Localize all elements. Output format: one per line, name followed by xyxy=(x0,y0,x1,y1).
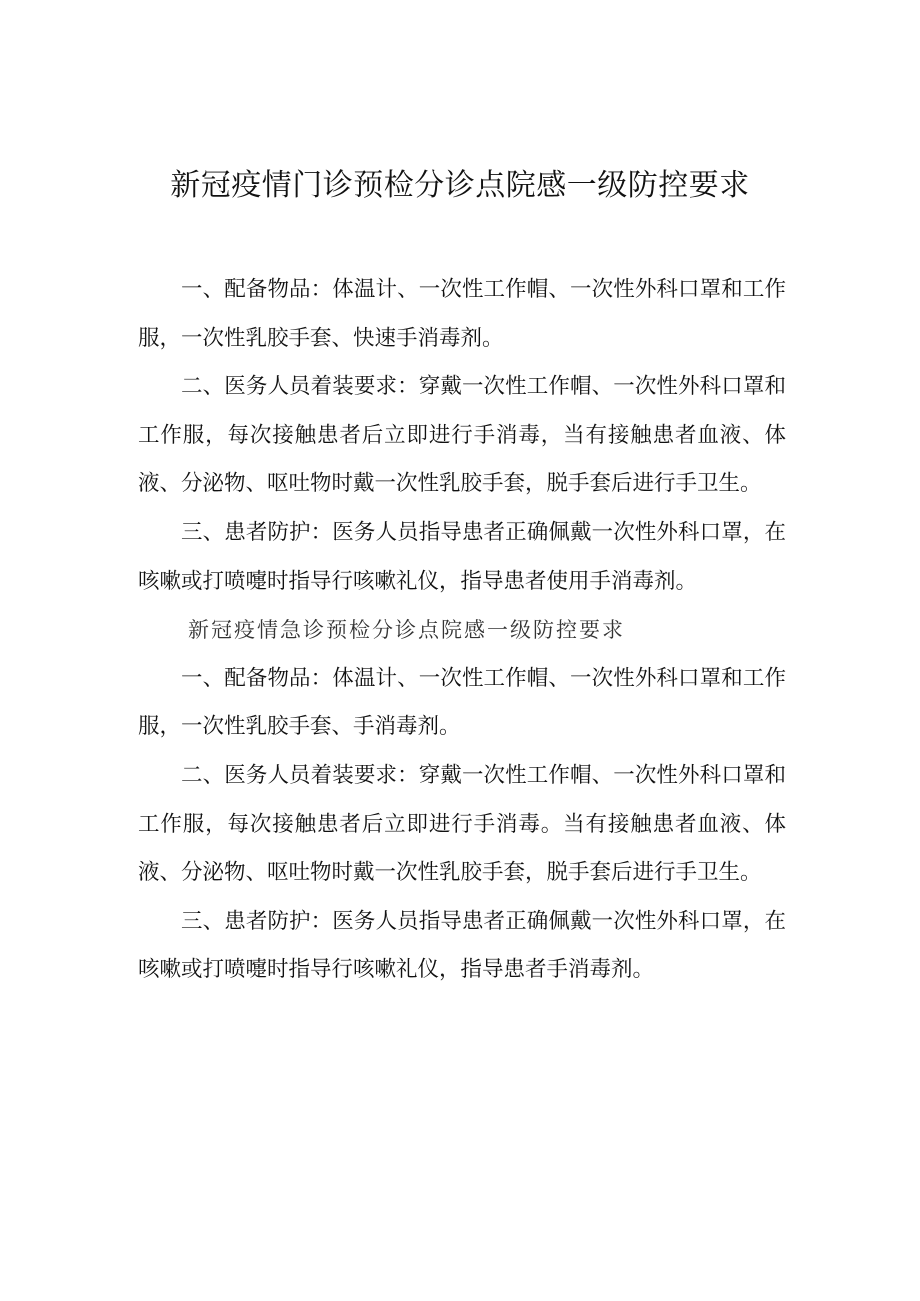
document-title: 新冠疫情门诊预检分诊点院感一级防控要求 xyxy=(170,168,750,204)
document-body xyxy=(138,266,786,995)
section2-heading: 新冠疫情急诊预检分诊点院感一级防控要求 xyxy=(188,618,625,643)
section2-paragraph-2: 二、医务人员着装要求：穿戴一次性工作帽、一次性外科口罩和工作服，每次接触患者后立即进行手消毒。当有接触患者血液、体液、分泌物、呕吐物时戴一次性乳胶手套，脱手套后进行手卫生。 xyxy=(138,762,786,886)
section1-paragraph-3: 三、患者防护：医务人员指导患者正确佩戴一次性外科口罩，在咳嗽或打喷嚏时指导行咳嗽礼仪，指导患者使用手消毒剂。 xyxy=(138,519,786,594)
section2-paragraph-3: 三、患者防护：医务人员指导患者正确佩戴一次性外科口罩，在咳嗽或打喷嚏时指导行咳嗽礼仪，指导患者手消毒剂。 xyxy=(138,908,786,983)
section1-paragraph-1: 一、配备物品：体温计、一次性工作帽、一次性外科口罩和工作服，一次性乳胶手套、快速手消毒剂。 xyxy=(138,277,786,351)
section2-paragraph-1: 一、配备物品：体温计、一次性工作帽、一次性外科口罩和工作服，一次性乳胶手套、手消毒剂。 xyxy=(138,665,786,740)
section1-paragraph-2: 二、医务人员着装要求：穿戴一次性工作帽、一次性外科口罩和工作服，每次接触患者后立即进行手消毒，当有接触患者血液、体液、分泌物、呕吐物时戴一次性乳胶手套，脱手套后进行手卫生。 xyxy=(138,374,786,497)
